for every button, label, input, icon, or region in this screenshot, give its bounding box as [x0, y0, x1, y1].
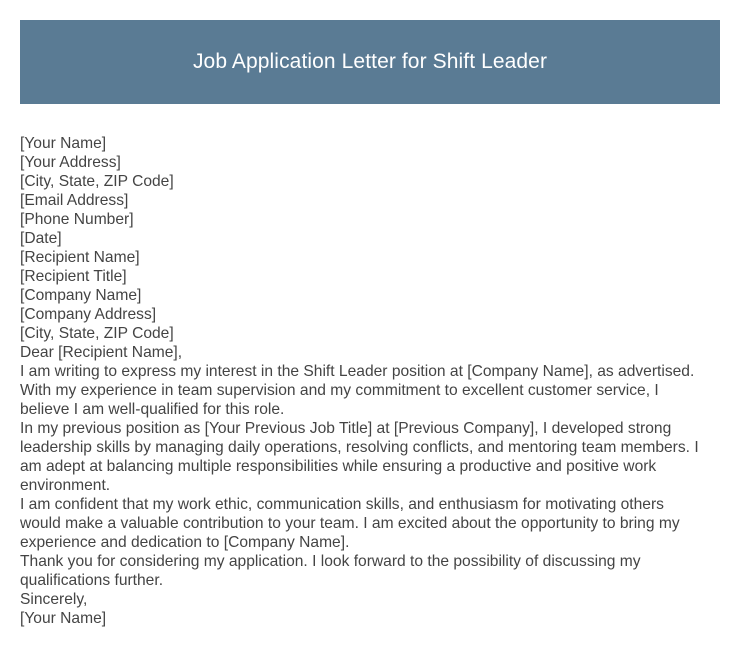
paragraph-line: experience and dedication to [Company Name].: [20, 534, 350, 551]
sender-block: [20, 134, 724, 248]
salutation: Dear [Recipient Name],: [20, 344, 183, 361]
paragraph-line: Thank you for considering my application. I look forward to the possibility of discussing my: [20, 553, 641, 570]
sender-city-state-zip: [City, State, ZIP Code]: [20, 173, 174, 190]
paragraph-line: I am writing to express my interest in the Shift Leader position at [Company Name], as advertised.: [20, 363, 695, 380]
body-paragraph: [20, 362, 724, 419]
paragraph-line: environment.: [20, 477, 111, 494]
closing: Sincerely,: [20, 591, 88, 608]
sender-address: [Your Address]: [20, 154, 121, 171]
recipient-city-state-zip: [City, State, ZIP Code]: [20, 325, 174, 342]
body-paragraph: [20, 495, 724, 552]
letter-header-banner: [20, 20, 720, 104]
paragraph-line: In my previous position as [Your Previous Job Title] at [Previous Company], I developed strong: [20, 420, 672, 437]
page-title: Job Application Letter for Shift Leader: [192, 50, 548, 73]
recipient-name: [Recipient Name]: [20, 249, 140, 266]
body-paragraph: [20, 552, 724, 590]
paragraph-line: am adept at balancing multiple responsibilities while ensuring a productive and positive work: [20, 458, 657, 475]
paragraph-line: With my experience in team supervision and my commitment to excellent customer service, I: [20, 382, 659, 399]
letter-body: [20, 134, 724, 628]
paragraph-line: qualifications further.: [20, 572, 164, 589]
recipient-title: [Recipient Title]: [20, 268, 127, 285]
recipient-address: [Company Address]: [20, 306, 157, 323]
paragraph-line: believe I am well-qualified for this role.: [20, 401, 285, 418]
body-paragraph: [20, 419, 724, 495]
paragraph-line: would make a valuable contribution to your team. I am excited about the opportunity to bring my: [20, 515, 680, 532]
recipient-block: [20, 248, 724, 343]
paragraph-line: leadership skills by managing daily operations, resolving conflicts, and mentoring team members. I: [20, 439, 699, 456]
paragraph-line: I am confident that my work ethic, communication skills, and enthusiasm for motivating others: [20, 496, 664, 513]
sender-email: [Email Address]: [20, 192, 129, 209]
recipient-company: [Company Name]: [20, 287, 142, 304]
sender-phone: [Phone Number]: [20, 211, 134, 228]
letter-date: [Date]: [20, 230, 62, 247]
sender-name: [Your Name]: [20, 135, 107, 152]
signature: [Your Name]: [20, 610, 107, 627]
